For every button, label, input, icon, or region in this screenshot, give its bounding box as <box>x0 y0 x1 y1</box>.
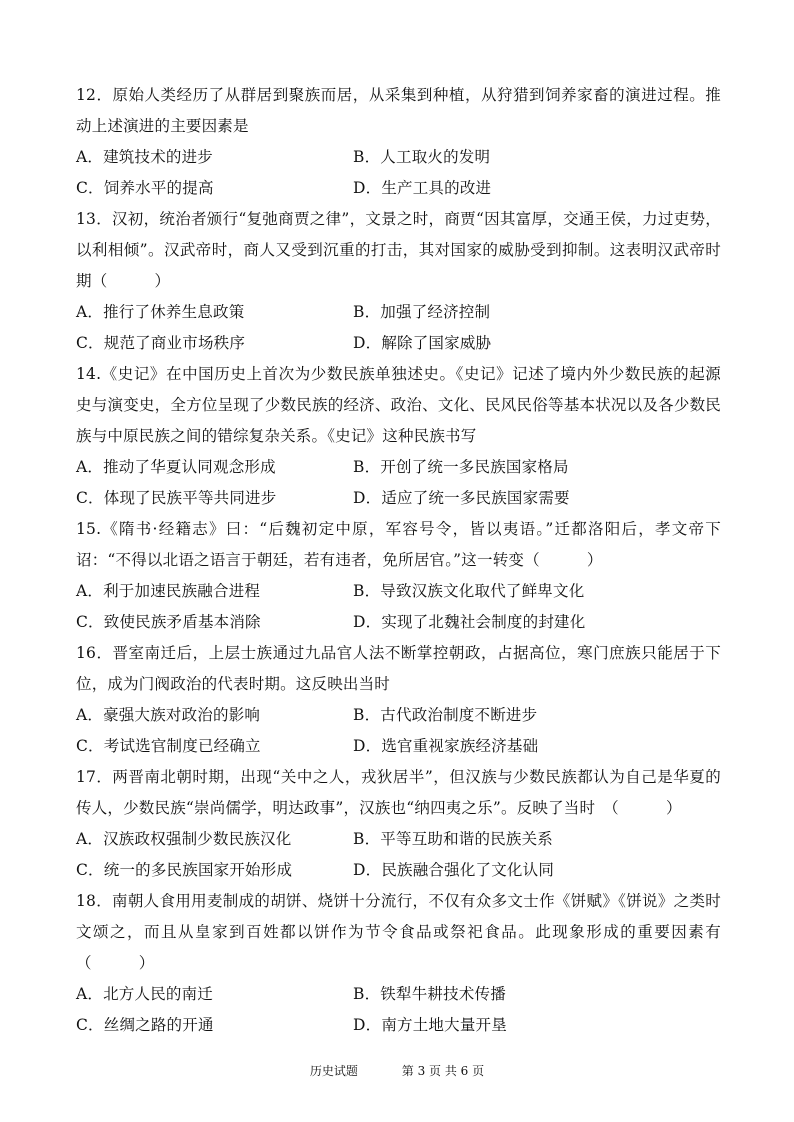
option-b: B．导致汉族文化取代了鲜卑文化 <box>353 582 585 600</box>
option-d: D．实现了北魏社会制度的封建化 <box>353 613 586 631</box>
question-18 <box>76 886 721 1041</box>
options-grid <box>76 297 721 359</box>
options-grid <box>76 979 721 1041</box>
question-15 <box>76 514 721 638</box>
question-13 <box>76 204 721 359</box>
question-stem: 12．原始人类经历了从群居到聚族而居，从采集到种植，从狩猎到饲养家畜的演进过程。推动上述演进的主要因素是 <box>76 86 721 135</box>
option-c: C．考试选官制度已经确立 <box>76 737 261 755</box>
question-stem: 14.《史记》在中国历史上首次为少数民族单独述史。《史记》记述了境内外少数民族的起源史与演变史，全方位呈现了少数民族的经济、政治、文化、民风民俗等基本状况以及各少数民族与中原民族之间的错综复杂关系。《史记》这种民族书写 <box>76 365 721 445</box>
page-footer <box>0 1062 794 1079</box>
question-17 <box>76 762 721 886</box>
options-grid <box>76 452 721 514</box>
option-b: B．人工取火的发明 <box>353 148 491 166</box>
option-c: C．丝绸之路的开通 <box>76 1016 214 1034</box>
exam-page <box>76 80 721 1041</box>
question-16 <box>76 638 721 762</box>
options-grid <box>76 576 721 638</box>
option-a: A．利于加速民族融合进程 <box>76 582 261 600</box>
footer-subject: 历史试题 <box>309 1064 358 1078</box>
option-a: A．建筑技术的进步 <box>76 148 213 166</box>
option-d: D．解除了国家威胁 <box>353 334 492 352</box>
question-stem: 15.《隋书·经籍志》曰：“后魏初定中原，军容号令，皆以夷语。”迁都洛阳后，孝文帝下诏：“不得以北语之语言于朝廷，若有违者，免所居官。”这一转变（ ） <box>76 520 721 569</box>
question-stem: 13．汉初，统治者颁行“复弛商贾之律”，文景之时，商贾“因其富厚，交通王侯，力过吏势，以利相倾”。汉武帝时，商人又受到沉重的打击，其对国家的威胁受到抑制。这表明汉武帝时期（ ） <box>76 210 721 290</box>
option-c: C．体现了民族平等共同进步 <box>76 489 277 507</box>
option-c: C．统一的多民族国家开始形成 <box>76 861 293 879</box>
question-12 <box>76 80 721 204</box>
option-d: D．适应了统一多民族国家需要 <box>353 489 570 507</box>
option-d: D．选官重视家族经济基础 <box>353 737 539 755</box>
option-a: A．北方人民的南迁 <box>76 985 213 1003</box>
question-stem: 18．南朝人食用用麦制成的胡饼、烧饼十分流行，不仅有众多文士作《饼赋》《饼说》之类时文颂之，而且从皇家到百姓都以饼作为节令食品或祭祀食品。此现象形成的重要因素有（ ） <box>76 892 721 972</box>
option-a: A．汉族政权强制少数民族汉化 <box>76 830 292 848</box>
option-b: B．古代政治制度不断进步 <box>353 706 538 724</box>
question-stem: 16．晋室南迁后，上层士族通过九品官人法不断掌控朝政，占据高位，寒门庶族只能居于下位，成为门阀政治的代表时期。这反映出当时 <box>76 644 721 693</box>
footer-page-number: 第 3 页 共 6 页 <box>401 1064 485 1078</box>
option-b: B．平等互助和谐的民族关系 <box>353 830 553 848</box>
option-c: C．规范了商业市场秩序 <box>76 334 246 352</box>
option-c: C．致使民族矛盾基本消除 <box>76 613 261 631</box>
option-a: A．豪强大族对政治的影响 <box>76 706 261 724</box>
question-14 <box>76 359 721 514</box>
option-a: A．推行了休养生息政策 <box>76 303 245 321</box>
option-b: B．铁犁牛耕技术传播 <box>353 985 506 1003</box>
option-a: A．推动了华夏认同观念形成 <box>76 458 276 476</box>
option-b: B．加强了经济控制 <box>353 303 491 321</box>
question-stem: 17．两晋南北朝时期，出现“关中之人，戎狄居半”，但汉族与少数民族都认为自己是华夏的传人，少数民族“崇尚儒学，明达政事”，汉族也“纳四夷之乐”。反映了当时 （ ） <box>76 768 721 817</box>
option-b: B．开创了统一多民族国家格局 <box>353 458 569 476</box>
options-grid <box>76 824 721 886</box>
options-grid <box>76 700 721 762</box>
option-d: D．生产工具的改进 <box>353 179 492 197</box>
option-d: D．南方土地大量开垦 <box>353 1016 507 1034</box>
option-c: C．饲养水平的提高 <box>76 179 214 197</box>
option-d: D．民族融合强化了文化认同 <box>353 861 555 879</box>
options-grid <box>76 142 721 204</box>
